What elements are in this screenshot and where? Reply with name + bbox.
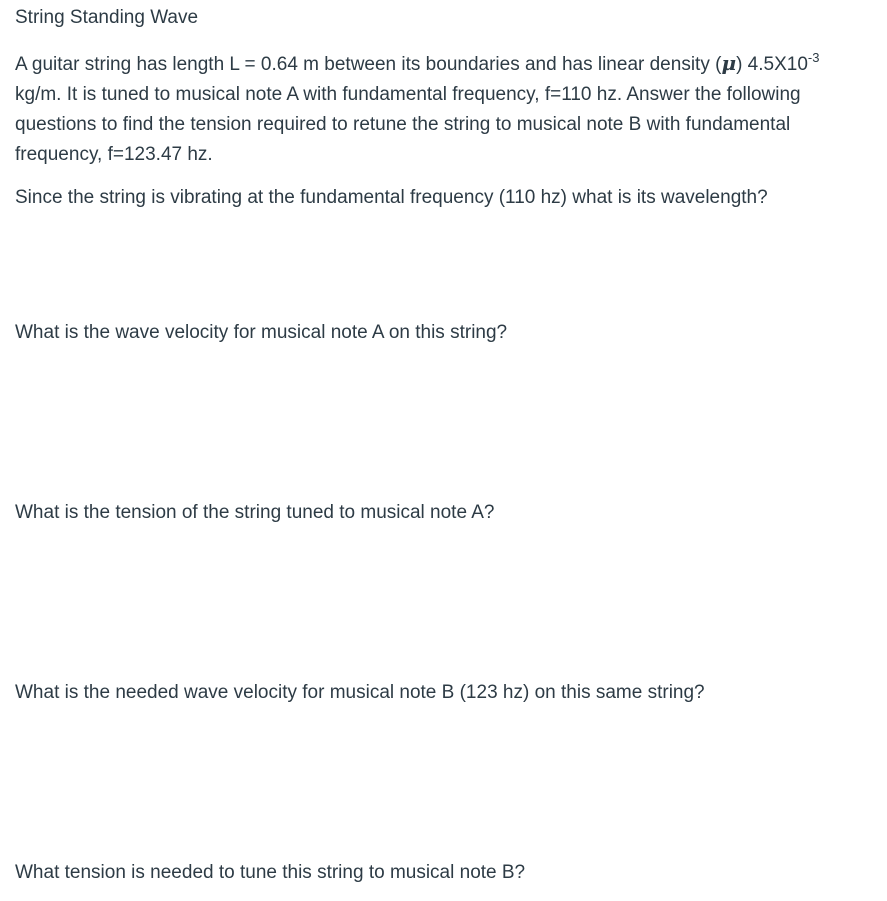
problem-statement (15, 48, 873, 170)
statement-text: ) 4.5X10 (736, 54, 808, 75)
statement-line-4: frequency, f=123.47 hz. (15, 144, 213, 165)
question-tension-a: What is the tension of the string tuned to musical note A? (15, 502, 495, 523)
exponent: -3 (807, 50, 820, 65)
mu-symbol: μ (721, 51, 737, 75)
page-title: String Standing Wave (15, 7, 199, 28)
question-velocity-b: What is the needed wave velocity for musical note B (123 hz) on this same string? (15, 682, 705, 703)
statement-line-1 (15, 48, 873, 80)
question-wavelength: Since the string is vibrating at the fundamental frequency (110 hz) what is its wavelength? (15, 187, 768, 208)
question-velocity-a: What is the wave velocity for musical note A on this string? (15, 322, 508, 343)
statement-line-3: questions to find the tension required to retune the string to musical note B with fundamental (15, 114, 791, 135)
statement-text: A guitar string has length L = 0.64 m between its boundaries and has linear density ( (15, 54, 722, 75)
question-tension-b: What tension is needed to tune this string to musical note B? (15, 862, 526, 883)
statement-line-2: kg/m. It is tuned to musical note A with fundamental frequency, f=110 hz. Answer the following (15, 84, 801, 105)
